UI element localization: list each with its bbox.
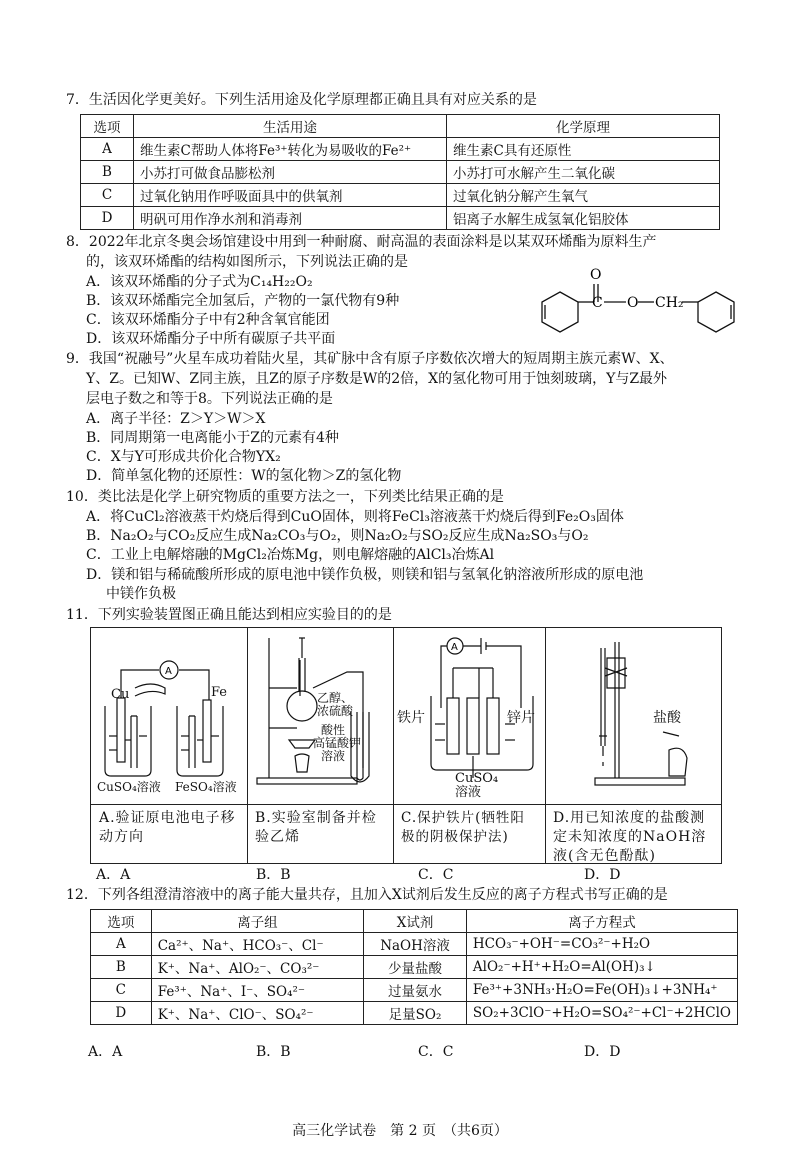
table-cell: 过量氨水: [364, 979, 467, 1002]
q8-line1: 8．2022年北京冬奥会场馆建设中用到一种耐腐、耐高温的表面涂料是以某双环烯酯为原料生产: [66, 234, 657, 250]
q12-answer-b: B．B: [256, 1044, 291, 1060]
table-cell: B: [81, 161, 134, 184]
table-row: [81, 138, 720, 161]
q9-option-d: D．简单氢化物的还原性：W的氢化物＞Z的氢化物: [86, 468, 402, 484]
zinc-sheet-label: 锌片: [507, 710, 535, 726]
table-row: [91, 956, 738, 979]
ammeter-label: A: [165, 666, 172, 677]
q10-option-d2: 中镁作负极: [106, 586, 176, 602]
table-cell: K⁺、Na⁺、ClO⁻、SO₄²⁻: [151, 1002, 364, 1025]
q7-table: [80, 114, 720, 230]
table-cell: 少量盐酸: [364, 956, 467, 979]
q8-option-d: D．该双环烯酯分子中所有碳原子共平面: [86, 331, 336, 347]
apparatus-d: [545, 628, 721, 863]
q9-line3: 层电子数之和等于8。下列说法正确的是: [86, 391, 333, 407]
caption-a: A.验证原电池电子移动方向: [91, 804, 247, 862]
table-cell: 小苏打可做食品膨松剂: [134, 161, 447, 184]
table-cell: SO₂+3ClO⁻+H₂O=SO₄²⁻+Cl⁻+2HClO: [466, 1002, 737, 1025]
ester-oxygen-label: O: [627, 295, 639, 311]
table-cell: 维生素C具有还原性: [447, 138, 720, 161]
table-row: [91, 1002, 738, 1025]
header-cell: 选项: [91, 910, 152, 933]
cu-label: Cu: [111, 687, 130, 702]
cuso4-solution-label: CuSO₄溶液: [97, 780, 161, 794]
q9-line2: Y、Z。已知W、Z同主族，且Z的原子序数是W的2倍，X的氢化物可用于蚀刻玻璃，Y与Z最外: [86, 371, 668, 387]
table-cell: C: [91, 979, 152, 1002]
ch2-label: CH₂: [655, 295, 684, 311]
caption-d: D.用已知浓度的盐酸测定未知浓度的NaOH溶液(含无色酚酞): [545, 804, 721, 862]
table-cell: Fe³⁺+3NH₃·H₂O=Fe(OH)₃↓+3NH₄⁺: [466, 979, 737, 1002]
apparatus-a: [91, 628, 248, 863]
carbon-label: C: [592, 295, 603, 311]
table-cell: D: [91, 1002, 152, 1025]
apparatus-b: [247, 628, 394, 863]
table-cell: 过氧化钠分解产生氧气: [447, 184, 720, 207]
q11-answer-a: A．A: [96, 867, 131, 883]
table-cell: AlO₂⁻+H⁺+H₂O=Al(OH)₃↓: [466, 956, 737, 979]
ethanol-label: 乙醇、: [317, 691, 354, 705]
q7-stem: 7．生活因化学更美好。下列生活用途及化学原理都正确且具有对应关系的是: [66, 92, 537, 108]
conc-sulfuric-label: 浓硫酸: [317, 704, 354, 718]
q10-option-d1: D．镁和铝与稀硫酸所形成的原电池中镁作负极，则镁和铝与氢氧化钠溶液所形成的原电池: [86, 567, 644, 583]
header-cell: 生活用途: [134, 115, 447, 138]
table-cell: 维生素C帮助人体将Fe³⁺转化为易吸收的Fe²⁺: [134, 138, 447, 161]
caption-c: C.保护铁片(牺牲阳极的阴极保护法): [393, 804, 545, 862]
table-row: [81, 161, 720, 184]
q12-answer-c: C．C: [418, 1044, 454, 1060]
fe-label: Fe: [211, 685, 228, 700]
kmno4-label: 高锰酸钾: [313, 736, 362, 750]
header-cell: X试剂: [364, 910, 467, 933]
table-row: [81, 207, 720, 230]
titration-diagram: [545, 628, 721, 804]
table-cell: 小苏打可水解产生二氧化碳: [447, 161, 720, 184]
q12-stem: 12．下列各组澄清溶液中的离子能大量共存，且加入X试剂后发生反应的离子方程式书写正确的是: [66, 887, 668, 903]
table-cell: A: [91, 933, 152, 956]
table-cell: 铝离子水解生成氢氧化铝胶体: [447, 207, 720, 230]
table-cell: 明矾可用作净水剂和消毒剂: [134, 207, 447, 230]
header-cell: 离子组: [151, 910, 364, 933]
q12-answer-d: D．D: [584, 1044, 621, 1060]
q8-option-c: C．该双环烯酯分子中有2种含氧官能团: [86, 312, 330, 328]
iron-sheet-label: 铁片: [397, 710, 425, 726]
q9-line1: 9．我国“祝融号”火星车成功着陆火星，其矿脉中含有原子序数依次增大的短周期主族元素W、X、: [66, 351, 674, 367]
carbonyl-oxygen-label: O: [590, 267, 602, 283]
q9-option-a: A．离子半径：Z＞Y＞W＞X: [86, 411, 266, 427]
q11-stem: 11．下列实验装置图正确且能达到相应实验目的的是: [66, 607, 392, 623]
solution-label: 溶液: [455, 785, 482, 800]
q10-option-a: A．将CuCl₂溶液蒸干灼烧后得到CuO固体，则将FeCl₃溶液蒸干灼烧后得到Fe₂O₃固体: [86, 509, 624, 525]
caption-b: B.实验室制备并检验乙烯: [247, 804, 393, 862]
table-row: [91, 979, 738, 1002]
table-cell: 过氧化钠用作呼吸面具中的供氧剂: [134, 184, 447, 207]
apparatus-c: [393, 628, 546, 863]
q8-structure-diagram: [530, 262, 750, 342]
table-header-row: [91, 910, 738, 933]
hydrochloric-acid-label: 盐酸: [653, 710, 681, 726]
header-cell: 离子方程式: [466, 910, 737, 933]
table-cell: B: [91, 956, 152, 979]
cyclohexene-ring-right: [698, 292, 734, 332]
q12-table: [90, 909, 738, 1025]
q10-stem: 10．类比法是化学上研究物质的重要方法之一，下列类比结果正确的是: [66, 489, 504, 505]
q9-option-c: C．X与Y可形成共价化合物YX₂: [86, 449, 281, 465]
solution-label: 溶液: [321, 749, 346, 763]
table-cell: K⁺、Na⁺、AlO₂⁻、CO₃²⁻: [151, 956, 364, 979]
table-row: [81, 184, 720, 207]
table-cell: HCO₃⁻+OH⁻=CO₃²⁻+H₂O: [466, 933, 737, 956]
q10-option-b: B．Na₂O₂与CO₂反应生成Na₂CO₃与O₂，则Na₂O₂与SO₂反应生成Na₂SO₃与O₂: [86, 528, 589, 544]
q8-option-b: B．该双环烯酯完全加氢后，产物的一氯代物有9种: [86, 293, 400, 309]
galvanic-cell-diagram: [91, 628, 247, 804]
q11-answer-b: B．B: [256, 867, 291, 883]
table-cell: 足量SO₂: [364, 1002, 467, 1025]
ammeter-label: A: [451, 642, 458, 653]
table-cell: C: [81, 184, 134, 207]
table-cell: Ca²⁺、Na⁺、HCO₃⁻、Cl⁻: [151, 933, 364, 956]
page-footer: 高三化学试卷 第 2 页 （共6页）: [292, 1123, 508, 1139]
q9-option-b: B．同周期第一电离能小于Z的元素有4种: [86, 430, 339, 446]
table-cell: NaOH溶液: [364, 933, 467, 956]
cyclohexene-ring-left: [542, 292, 578, 332]
table-row: [91, 933, 738, 956]
q12-answer-a: A．A: [88, 1044, 123, 1060]
table-header-row: [81, 115, 720, 138]
header-cell: 选项: [81, 115, 134, 138]
q10-option-c: C．工业上电解熔融的MgCl₂冶炼Mg，则电解熔融的AlCl₃冶炼Al: [86, 547, 495, 563]
table-cell: Fe³⁺、Na⁺、I⁻、SO₄²⁻: [151, 979, 364, 1002]
q8-option-a: A．该双环烯酯的分子式为C₁₄H₂₂O₂: [86, 274, 313, 290]
q11-answer-c: C．C: [418, 867, 454, 883]
table-cell: A: [81, 138, 134, 161]
header-cell: 化学原理: [447, 115, 720, 138]
cuso4-label: CuSO₄: [455, 771, 499, 786]
q8-line2: 的，该双环烯酯的结构如图所示，下列说法正确的是: [86, 254, 408, 270]
feso4-solution-label: FeSO₄溶液: [175, 780, 237, 794]
table-cell: D: [81, 207, 134, 230]
acidic-label: 酸性: [321, 723, 346, 737]
q11-apparatus-panel: [90, 627, 722, 864]
q11-answer-d: D．D: [584, 867, 621, 883]
